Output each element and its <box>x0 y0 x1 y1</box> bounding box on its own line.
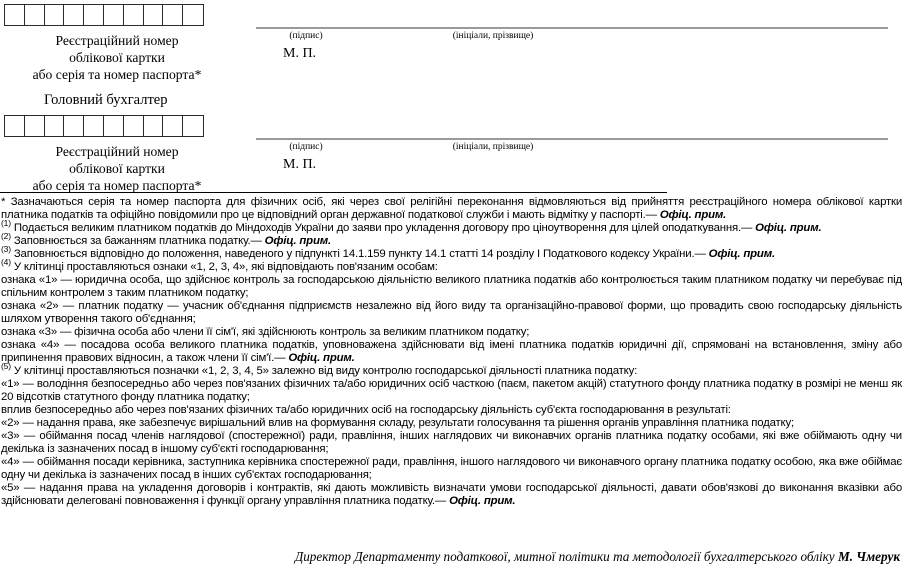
footnote-marker: (5) <box>1 361 11 372</box>
footnote-5-mark-4: «4» — обіймання посади керівника, заступника керівника спостережної ради, правління, іншого наглядового чи виконавчого органу платника податку особою, яка вже обіймає одну чи декілька із зазначених посад в інших суб'єктах господарювання; <box>1 456 902 481</box>
footnote-2: $^{(2)}$ Заповнюється за бажанням платника податку.— Офіц. прим. <box>1 231 331 247</box>
chief-accountant-heading: Головний бухгалтер <box>44 92 168 108</box>
footnote-asterisk: * Зазначаються серія та номер паспорта для фізичних осіб, які через свої релігійні переконання відмовляються від прийняття реєстраційного номера облікової картки платника податків та офіційно повідомили про це відповідний орган державної податкової служби і мають відмітку у паспорті.— Офіц. прим. <box>1 196 902 221</box>
registration-number-cell <box>63 4 84 26</box>
footnote-separator <box>0 192 667 193</box>
registration-number-cell <box>103 115 124 137</box>
official-note: Офіц. прим. <box>708 248 775 260</box>
official-note: Офіц. прим. <box>755 222 822 234</box>
registration-number-cell <box>63 115 84 137</box>
registration-number-cell <box>143 4 164 26</box>
registration-number-cell <box>162 4 183 26</box>
footnote-marker: (2) <box>1 231 11 242</box>
registration-number-label-line2: облікової картки <box>69 161 165 176</box>
director-attribution <box>0 549 900 565</box>
registration-number-cell <box>103 4 124 26</box>
registration-number-cells <box>4 115 204 137</box>
footnote-5-mark-2: «2» — надання права, яке забезпечує вирішальний влив на формування складу, результати голосування та рішення органів управління платника податку; <box>1 417 794 429</box>
seal-mark: М. П. <box>283 46 317 61</box>
footnote-marker: * <box>1 196 6 208</box>
registration-number-cell <box>123 4 144 26</box>
footnote-3: $^{(3)}$ Заповнюється відповідно до положення, наведеного у підпункті 14.1.159 пункту 14.1 статті 14 розділу І Податкового кодексу України.— Офіц. прим. <box>1 244 775 260</box>
footnote-marker: (4) <box>1 257 11 268</box>
registration-number-cells <box>4 4 204 26</box>
registration-number-cell <box>83 115 104 137</box>
registration-number-cell <box>4 4 25 26</box>
registration-number-label-line2: облікової картки <box>69 50 165 65</box>
footnote-4-sign-3: ознака «3» — фізична особа або члени її сім'ї, які здійснюють контроль за великим платником податку; <box>1 326 530 338</box>
director-name: М. Чмерук <box>837 549 900 564</box>
registration-number-cell <box>123 115 144 137</box>
footnote-marker: (1) <box>1 218 11 229</box>
official-note: Офіц. прим. <box>288 352 355 364</box>
official-note: Офіц. прим. <box>449 495 516 507</box>
footnote-4-sign-4: ознака «4» — посадова особа великого платника податків, уповноважена здійснювати від імені платника податків юридичні дії, спрямовані на встановлення, зміну або припинення правових відносин, а також члени її сім'ї.— Офіц. прим. <box>1 339 902 364</box>
registration-number-cell <box>24 115 45 137</box>
signature-line <box>256 27 888 29</box>
registration-number-label-line1: Реєстраційний номер <box>55 144 179 159</box>
footnote-5-mark-1: «1» — володіння безпосередньо або через пов'язаних фізичних та/або юридичних осіб часткою (паєм, пакетом акцій) статутного фонду платника податку в розмірі не менш як 20 відсотків статутного фонду платника податку; <box>1 378 902 403</box>
official-note: Офіц. прим. <box>659 209 727 221</box>
footnote-1: $^{(1)}$ Подається великим платником податків до Міндоходів України до заяви про укладення договору про ціноутворення для цілей оподаткування.— Офіц. прим. <box>1 218 822 234</box>
footnote-marker: (3) <box>1 244 11 255</box>
registration-number-cell <box>4 115 25 137</box>
registration-number-label-line3: або серія та номер паспорта* <box>32 67 202 82</box>
registration-number-cell <box>24 4 45 26</box>
signature-line <box>256 138 888 140</box>
registration-number-cell <box>44 4 65 26</box>
initials-surname-caption: (ініціали, прізвище) <box>452 142 534 152</box>
footnote-4: $^{(4)}$ У клітинці проставляються ознаки «1, 2, 3, 4», які відповідають пов'язаним особам: <box>1 257 438 273</box>
signature-caption: (підпис) <box>289 142 323 152</box>
registration-number-label-line1: Реєстраційний номер <box>55 33 179 48</box>
footnote-5-influence: вплив безпосередньо або через пов'язаних фізичних та/або юридичних осіб на господарську діяльність суб'єкта господарювання в результаті: <box>1 404 731 416</box>
footnotes-block <box>1 196 902 508</box>
footnote-5: $^{(5)}$ У клітинці проставляються позначки «1, 2, 3, 4, 5» залежно від виду контролю господарської діяльності платника податку: <box>1 361 638 377</box>
director-title: Директор Департаменту податкової, митної політики та методології бухгалтерського обліку <box>294 549 835 564</box>
footnote-5-mark-5: «5» — надання права на укладення договорів і контрактів, які дають можливість визначати умови господарської діяльності, давати обов'язкові до виконання вказівки або здійснювати делеговані повноваження і функції органу управління платника податку.— Офіц. прим. <box>1 482 902 507</box>
registration-number-cell <box>162 115 183 137</box>
registration-number-cell <box>83 4 104 26</box>
seal-mark: М. П. <box>283 157 317 172</box>
registration-number-cell <box>182 115 203 137</box>
registration-number-label-line3: або серія та номер паспорта* <box>32 178 202 193</box>
initials-surname-caption: (ініціали, прізвище) <box>452 31 534 41</box>
signature-caption: (підпис) <box>289 31 323 41</box>
footnote-4-sign-1: ознака «1» — юридична особа, що здійснює контроль за господарською діяльністю великого платника податків або контролюється таким платником податку чи перебуває під спільним контролем з таким платником податку; <box>1 274 902 299</box>
registration-number-cell <box>143 115 164 137</box>
footnote-5-mark-3: «3» — обіймання посад членів наглядової (спостережної) ради, правління, інших наглядових чи виконавчих органів платника податку особами, які вже обіймають одну чи декілька із зазначених посад в іншому суб'єкті господарювання; <box>1 430 902 455</box>
official-note: Офіц. прим. <box>264 235 331 247</box>
registration-number-label <box>0 143 234 194</box>
registration-number-label <box>0 32 234 83</box>
registration-number-cell <box>44 115 65 137</box>
footnote-4-sign-2: ознака «2» — платник податку — учасник об'єднання підприємств незалежно від його виду та організаційно-правової форми, що провадить свою господарську діяльність шляхом утворення такого об'єднання; <box>1 300 902 325</box>
registration-number-cell <box>182 4 203 26</box>
